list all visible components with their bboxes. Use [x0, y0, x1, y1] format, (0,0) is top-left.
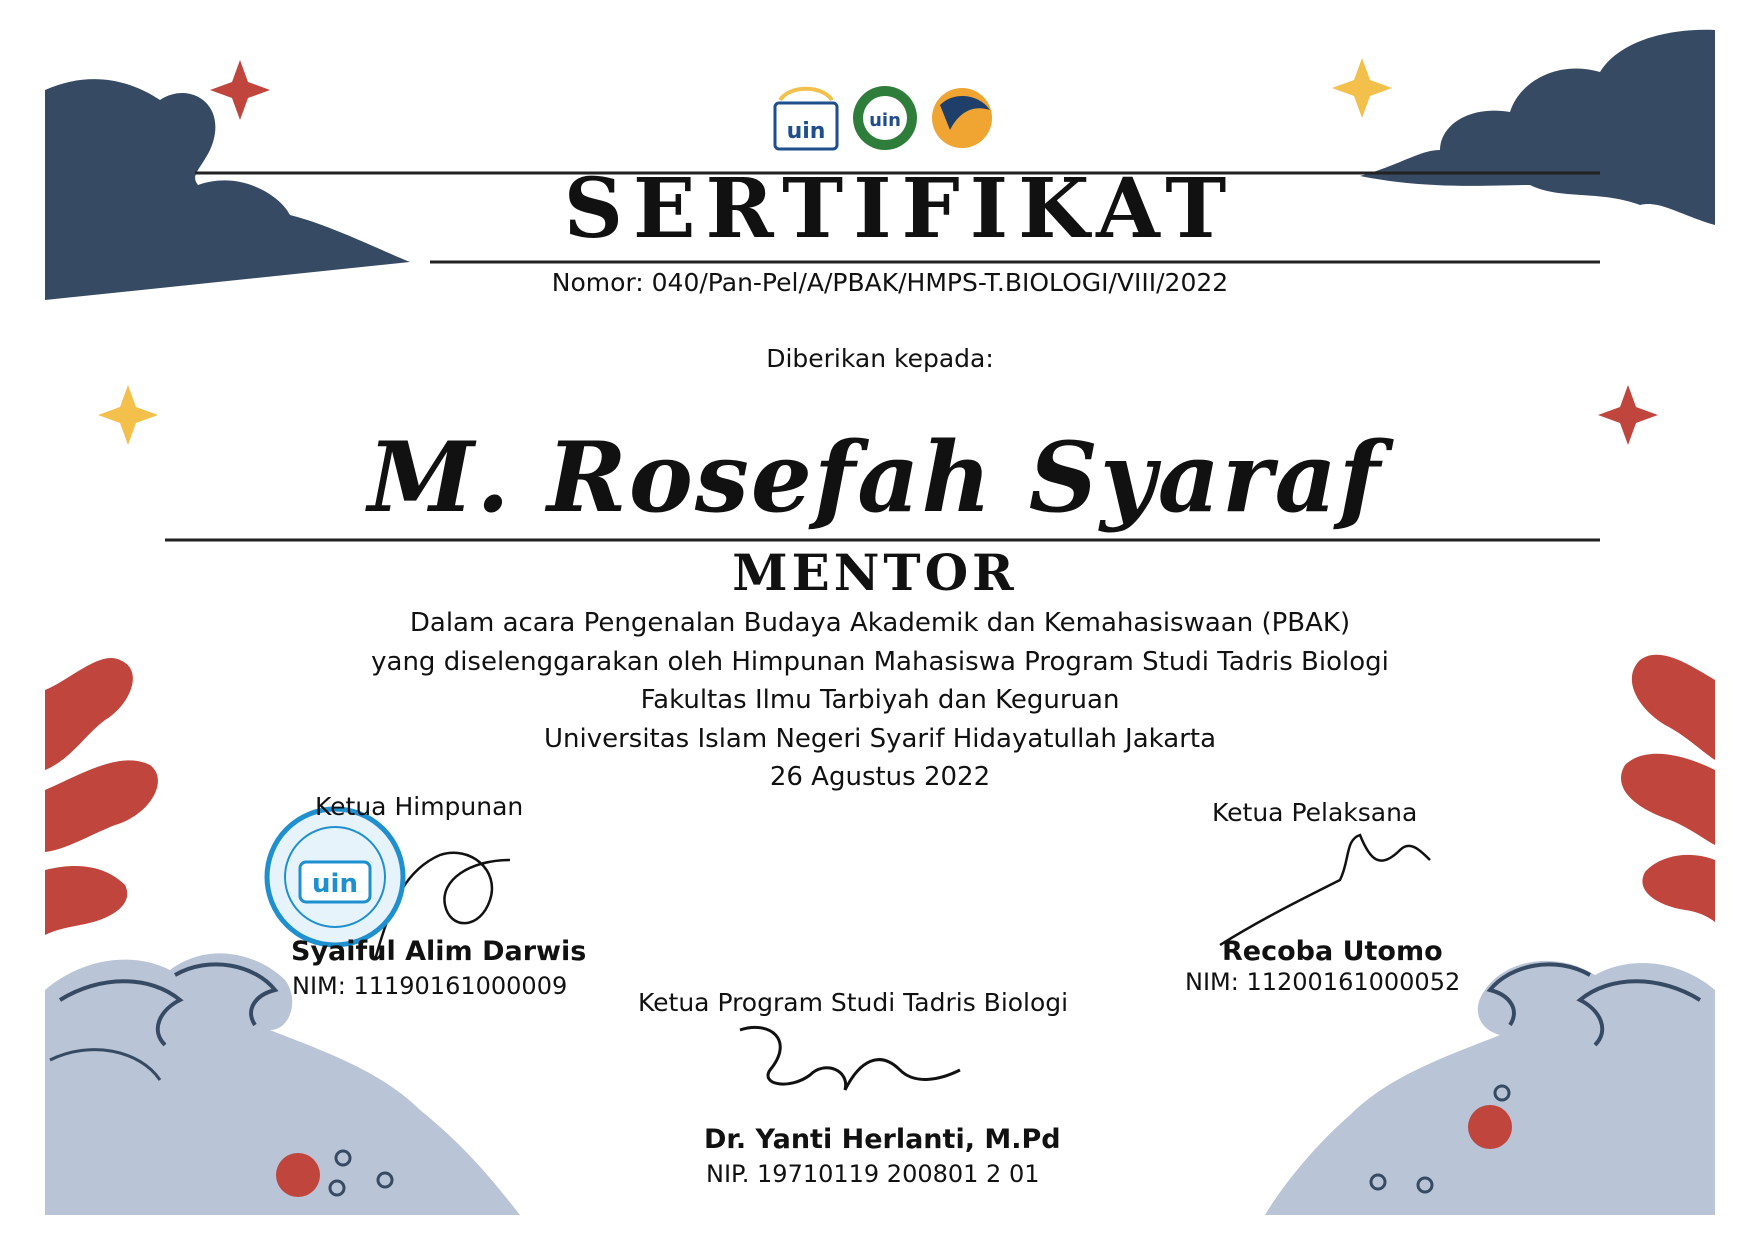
recipient-name: M. Rosefah Syaraf: [367, 421, 1383, 534]
cloud-top-left: [45, 79, 410, 300]
sparkle-gold-left: [98, 385, 158, 445]
svg-text:uin: uin: [869, 110, 901, 131]
svg-text:uin: uin: [312, 869, 358, 899]
left-signatory-title: Ketua Himpunan: [315, 792, 524, 821]
description-line: yang diselenggarakan oleh Himpunan Mahasiswa Program Studi Tadris Biologi: [371, 646, 1389, 677]
right-signatory-title: Ketua Pelaksana: [1212, 798, 1418, 827]
signature-center: [740, 1027, 960, 1090]
sparkle-red-right: [1598, 385, 1658, 445]
cloud-top-right: [1360, 30, 1715, 225]
left-signatory-id: NIM: 11190161000009: [292, 972, 568, 1000]
left-signatory-name: Syaiful Alim Darwis: [291, 936, 587, 967]
right-signatory-id: NIM: 11200161000052: [1185, 968, 1461, 996]
himpunan-logo: [932, 88, 992, 148]
certificate-title: SERTIFIKAT: [563, 161, 1237, 257]
center-signatory-name: Dr. Yanti Herlanti, M.Pd: [704, 1124, 1061, 1155]
sparkle-red-top-left: [210, 60, 270, 120]
signature-right: [1220, 835, 1430, 945]
description-line: Universitas Islam Negeri Syarif Hidayatullah Jakarta: [543, 723, 1217, 754]
sparkle-gold-top-right: [1332, 58, 1392, 118]
coral-left: [45, 658, 158, 935]
description-line: Fakultas Ilmu Tarbiyah dan Keguruan: [640, 685, 1120, 715]
wave-right: [1265, 961, 1715, 1215]
center-signatory-title: Ketua Program Studi Tadris Biologi: [638, 988, 1069, 1017]
himpunan-stamp: [262, 804, 408, 950]
right-signatory-name: Recoba Utomo: [1222, 936, 1443, 967]
center-signatory-id: NIP. 19710119 200801 2 01: [706, 1160, 1040, 1188]
description-line: Dalam acara Pengenalan Budaya Akademik dan Kemahasiswaan (PBAK): [409, 608, 1351, 638]
coral-right: [1621, 655, 1715, 922]
given-to-label: Diberikan kepada:: [766, 344, 994, 373]
svg-text:uin: uin: [786, 119, 826, 144]
recipient-role: MENTOR: [732, 543, 1018, 602]
certificate-number: Nomor: 040/Pan-Pel/A/PBAK/HMPS-T.BIOLOGI/VIII/2022: [551, 268, 1229, 297]
event-date: 26 Agustus 2022: [769, 762, 991, 792]
uin-logo-2: [853, 86, 917, 150]
uin-logo-1: [775, 89, 837, 149]
certificate-description: [300, 604, 1460, 797]
